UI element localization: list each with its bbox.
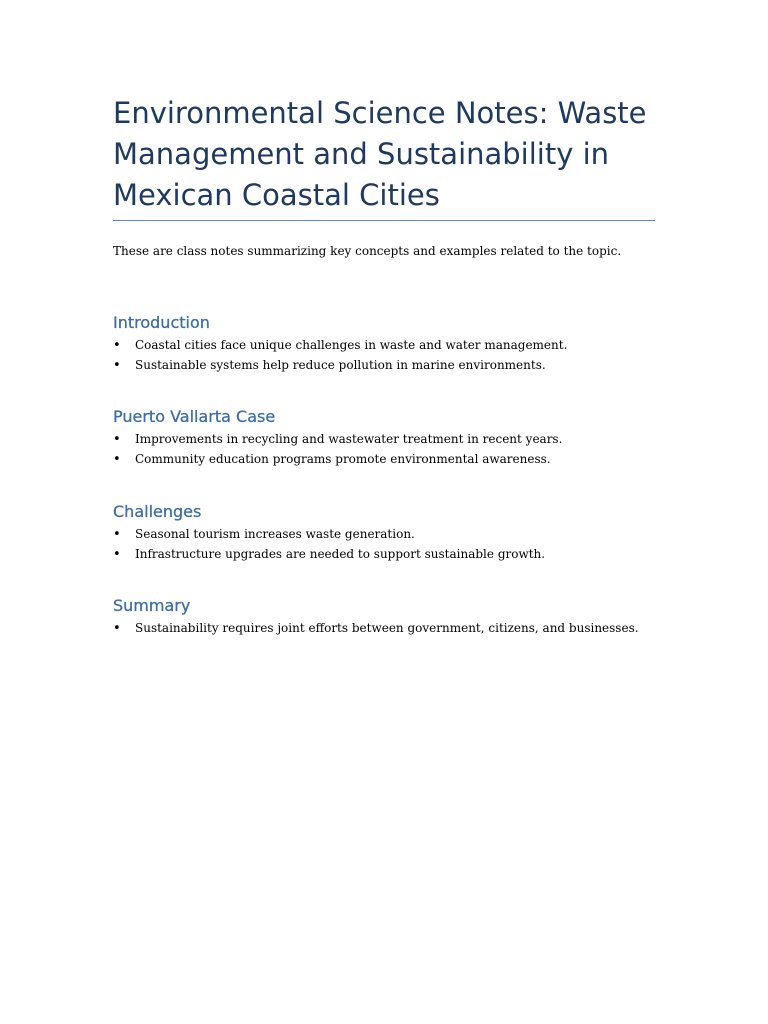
list-item-text: Coastal cities face unique challenges in waste and water management. bbox=[135, 338, 568, 352]
section-heading: Summary bbox=[113, 596, 191, 615]
list-item bbox=[113, 525, 673, 545]
section-heading: Puerto Vallarta Case bbox=[113, 407, 276, 426]
list-item-text: Infrastructure upgrades are needed to support sustainable growth. bbox=[135, 546, 546, 561]
section-heading: Introduction bbox=[113, 313, 210, 332]
list-item-text: Community education programs promote environmental awareness. bbox=[135, 451, 551, 466]
list-item-text: Sustainability requires joint efforts between government, citizens, and businesses. bbox=[135, 621, 639, 635]
list-item bbox=[113, 619, 673, 639]
list-item bbox=[113, 450, 673, 470]
section-challenges bbox=[113, 501, 673, 564]
section-heading: Challenges bbox=[113, 502, 202, 521]
bullet-icon: • bbox=[113, 621, 121, 636]
bullet-icon: • bbox=[113, 432, 121, 447]
bullet-list bbox=[113, 430, 673, 469]
bullet-list bbox=[113, 525, 673, 564]
list-item-text: Improvements in recycling and wastewater treatment in recent years. bbox=[135, 432, 563, 446]
list-item bbox=[113, 336, 673, 356]
list-item bbox=[113, 430, 673, 450]
bullet-icon: • bbox=[113, 546, 121, 562]
document-title: Environmental Science Notes: Waste Management and Sustainability in Mexican Coastal Cities bbox=[113, 96, 647, 212]
bullet-icon: • bbox=[113, 357, 121, 373]
list-item bbox=[113, 356, 673, 376]
bullet-list bbox=[113, 336, 673, 375]
title-divider bbox=[113, 220, 655, 221]
list-item-text: Sustainable systems help reduce pollution in marine environments. bbox=[135, 357, 546, 372]
intro-paragraph: These are class notes summarizing key concepts and examples related to the topic. bbox=[113, 244, 622, 258]
bullet-icon: • bbox=[113, 451, 121, 467]
section-puerto-vallarta-case bbox=[113, 406, 673, 469]
list-item bbox=[113, 545, 673, 565]
bullet-icon: • bbox=[113, 527, 121, 542]
bullet-list bbox=[113, 619, 673, 639]
bullet-icon: • bbox=[113, 338, 121, 353]
section-summary bbox=[113, 595, 673, 639]
section-introduction bbox=[113, 312, 673, 375]
list-item-text: Seasonal tourism increases waste generation. bbox=[135, 527, 415, 541]
